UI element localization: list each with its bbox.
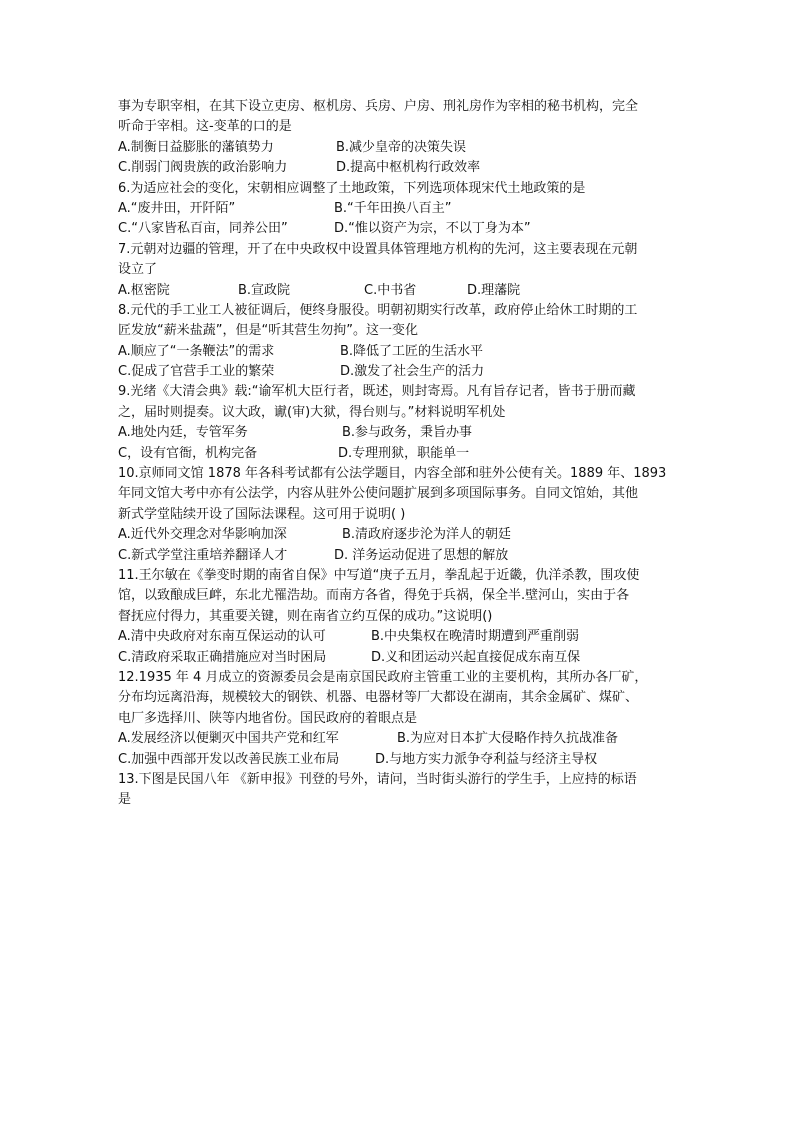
q10-stem-line-2: 年同文馆大考中亦有公法学，内容从驻外公使问题扩展到多项国际事务。自同文馆始，其他 bbox=[118, 486, 639, 502]
q11-option-d: D.义和团运动兴起直接促成东南互保 bbox=[371, 649, 581, 665]
q11-stem-line-3: 督抚应付得力，其重要关键，则在南省立约互保的成功。”这说明() bbox=[118, 608, 493, 624]
q9-stem-line-1: 9.光绪《大清会典》载:“谕军机大臣行者，既述，则封寄焉。凡有旨存记者，皆书于册而藏 bbox=[118, 384, 636, 400]
q11-option-c: C.清政府采取正确措施应对当时困局 bbox=[118, 649, 327, 665]
q8-stem-line-1: 8.元代的手工业工人被征调后，便终身服役。明朝初期实行改革，政府停止给休工时期的工 bbox=[118, 302, 638, 318]
q10-options-row-2 bbox=[118, 546, 676, 566]
q5-option-c: C.削弱门阀贵族的政治影响力 bbox=[118, 160, 288, 176]
q9-stem-line-2: 之，届时则提奏。议大政，谳(审)大狱，得台则与。”材料说明军机处 bbox=[118, 404, 506, 420]
q8-option-a: A.顺应了“一条鞭法”的需求 bbox=[118, 343, 275, 359]
q12-option-a: A.发展经济以便剿灭中国共产党和红军 bbox=[118, 731, 339, 747]
q5-option-b: B.减少皇帝的决策失误 bbox=[336, 139, 467, 155]
q12-options-row-1 bbox=[118, 729, 676, 749]
q5-stem-line-2: 听命于宰相。这-变革的口的是 bbox=[118, 119, 292, 135]
q10-option-a: A.近代外交理念对华影响加深 bbox=[118, 527, 287, 543]
q10-stem-line-3: 新式学堂陆续开设了国际法课程。这可用于说明( ) bbox=[118, 506, 406, 522]
q6-option-a: A.“废井田，开阡陌” bbox=[118, 200, 236, 216]
q8-stem-line-2: 匠发放“薪米盐蔬”，但是“听其营生勿拘”。这一变化 bbox=[118, 323, 418, 339]
q9-option-c: C，设有官衙，机构完备 bbox=[118, 445, 258, 461]
q11-option-a: A.清中央政府对东南互保运动的认可 bbox=[118, 629, 326, 645]
q11-stem-line-2: 馆，以致酿成巨衅，东北尤罹浩劫。而南方各省，得免于兵祸，保全半.壁河山，实由于各 bbox=[118, 588, 630, 604]
q7-options-row bbox=[118, 281, 676, 301]
q11-options-row-1 bbox=[118, 627, 676, 647]
q9-options-row-2 bbox=[118, 444, 676, 464]
q5-options-row-2 bbox=[118, 158, 676, 178]
q7-option-a: A.枢密院 bbox=[118, 282, 170, 298]
q11-stem-line-1: 11.王尔敏在《拳变时期的南省自保》中写道“庚子五月，拳乱起于近畿，仇洋杀教，围攻使 bbox=[118, 567, 640, 583]
q12-option-d: D.与地方实力派争夺利益与经济主导权 bbox=[375, 751, 598, 767]
q7-stem-line-1: 7.元朝对边疆的管理，开了在中央政权中设置具体管理地方机构的先河，这主要表现在元朝 bbox=[118, 241, 638, 257]
q12-stem-line-1: 12.1935 年 4 月成立的资源委员会是南京国民政府主管重工业的主要机构，其所办各厂矿， bbox=[118, 669, 648, 685]
q10-option-d: D. 洋务运动促进了思想的解放 bbox=[334, 547, 509, 563]
q6-option-b: B.“千年田换八百主” bbox=[334, 200, 452, 216]
q10-options-row-1 bbox=[118, 525, 676, 545]
q6-options-row-2 bbox=[118, 219, 676, 239]
q5-option-a: A.制衡日益膨胀的藩镇势力 bbox=[118, 139, 274, 155]
q12-stem-line-3: 电厂多选择川、陕等内地省份。国民政府的着眼点是 bbox=[118, 710, 418, 726]
q6-option-c: C.“八家皆私百亩，同养公田” bbox=[118, 221, 288, 237]
q8-option-d: D.激发了社会生产的活力 bbox=[340, 364, 485, 380]
q9-option-a: A.地处内廷，专管军务 bbox=[118, 425, 248, 441]
q9-option-b: B.参与政务，秉旨办事 bbox=[342, 425, 473, 441]
q10-option-b: B.清政府逐步沦为洋人的朝廷 bbox=[342, 527, 512, 543]
q6-option-d: D.“惟以资产为宗，不以丁身为本” bbox=[334, 221, 531, 237]
q11-option-b: B.中央集权在晚清时期遭到严重削弱 bbox=[371, 629, 580, 645]
q7-stem-line-2: 设立了 bbox=[118, 262, 158, 278]
q5-option-d: D.提高中枢机构行政效率 bbox=[336, 160, 481, 176]
q12-option-b: B.为应对日本扩大侵略作持久抗战准备 bbox=[397, 731, 619, 747]
q8-options-row-1 bbox=[118, 342, 676, 362]
q11-options-row-2 bbox=[118, 648, 676, 668]
q9-options-row-1 bbox=[118, 423, 676, 443]
q10-stem-line-1: 10.京师同文馆 1878 年各科考试都有公法学题目，内容全部和驻外公使有关。1889 年、1893 bbox=[118, 466, 667, 482]
q12-stem-line-2: 分布均远离沿海，规模较大的钢铁、机器、电器材等厂大都设在湖南，其余金属矿、煤矿、 bbox=[118, 690, 639, 706]
q6-options-row-1 bbox=[118, 199, 676, 219]
q12-option-c: C.加强中西部开发以改善民族工业布局 bbox=[118, 751, 340, 767]
q13-stem-line-2: 是 bbox=[118, 792, 132, 808]
q8-option-c: C.促成了官营手工业的繁荣 bbox=[118, 364, 275, 380]
q7-option-b: B.宣政院 bbox=[238, 282, 291, 298]
q7-option-d: D.理藩院 bbox=[467, 282, 521, 298]
q8-option-b: B.降低了工匠的生活水平 bbox=[340, 343, 484, 359]
q13-stem-line-1: 13.下图是民国八年 《新申报》刊登的号外，请问，当时街头游行的学生手，上应持的标语 bbox=[118, 771, 637, 787]
q5-options-row-1 bbox=[118, 138, 676, 158]
q8-options-row-2 bbox=[118, 362, 676, 382]
q12-options-row-2 bbox=[118, 750, 676, 770]
q5-stem-line-1: 事为专职宰相，在其下设立吏房、枢机房、兵房、户房、刑礼房作为宰相的秘书机构，完全 bbox=[118, 99, 639, 114]
q9-option-d: D.专理刑狱，职能单一 bbox=[338, 445, 470, 461]
q6-stem: 6.为适应社会的变化，宋朝相应调整了土地政策，下列选项体现宋代土地政策的是 bbox=[118, 180, 586, 196]
q10-option-c: C.新式学堂注重培养翻译人才 bbox=[118, 547, 288, 563]
q7-option-c: C.中书省 bbox=[364, 282, 417, 298]
question-text-block bbox=[118, 97, 676, 811]
